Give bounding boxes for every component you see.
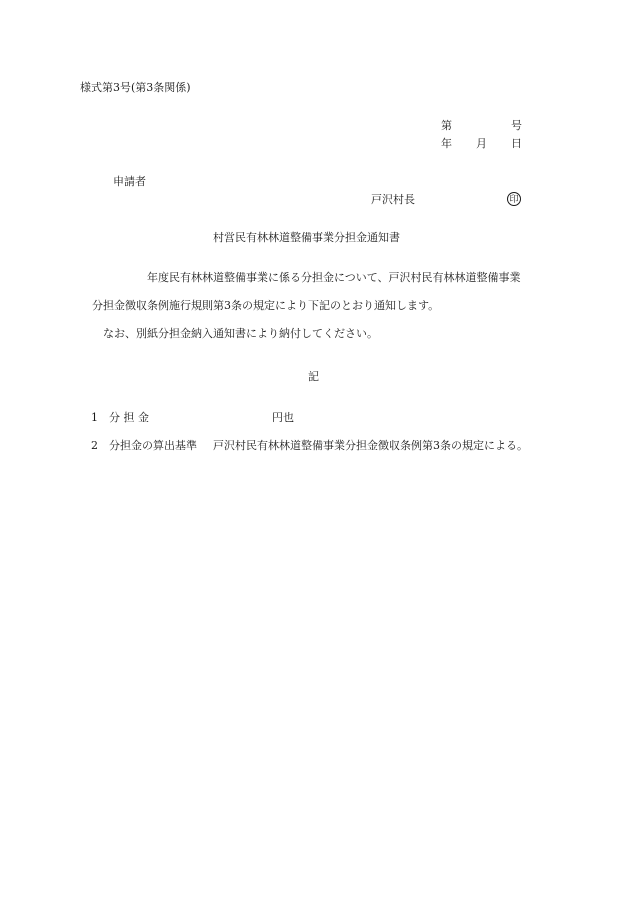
item-value: 円也 — [272, 411, 294, 424]
number-prefix: 第 — [441, 119, 452, 132]
item-label: 分担金の算出基準 — [109, 439, 197, 452]
document-title: 村営民有林林道整備事業分担金通知書 — [213, 231, 400, 244]
item-value: 戸沢村民有林林道整備事業分担金徴収条例第3条の規定による。 — [213, 439, 528, 452]
form-label: 様式第3号(第3条関係) — [80, 81, 191, 94]
body-line-3: なお、別紙分担金納入通知書により納付してください。 — [103, 327, 378, 340]
item-label: 分 担 金 — [109, 411, 149, 424]
sender-title: 戸沢村長 — [371, 193, 415, 206]
seal-mark: 印 — [507, 192, 521, 206]
body-line-1: 年度民有林林道整備事業に係る分担金について、戸沢村民有林林道整備事業 — [147, 271, 521, 284]
item-number: 1 — [91, 411, 98, 424]
item-number: 2 — [91, 439, 98, 452]
date-day: 日 — [511, 137, 522, 150]
date-month: 月 — [476, 137, 487, 150]
body-line-2: 分担金徴収条例施行規則第3条の規定により下記のとおり通知します。 — [92, 299, 440, 312]
addressee: 申請者 — [113, 175, 146, 188]
date-year: 年 — [441, 137, 452, 150]
number-suffix: 号 — [511, 119, 522, 132]
ki-heading: 記 — [308, 370, 319, 383]
